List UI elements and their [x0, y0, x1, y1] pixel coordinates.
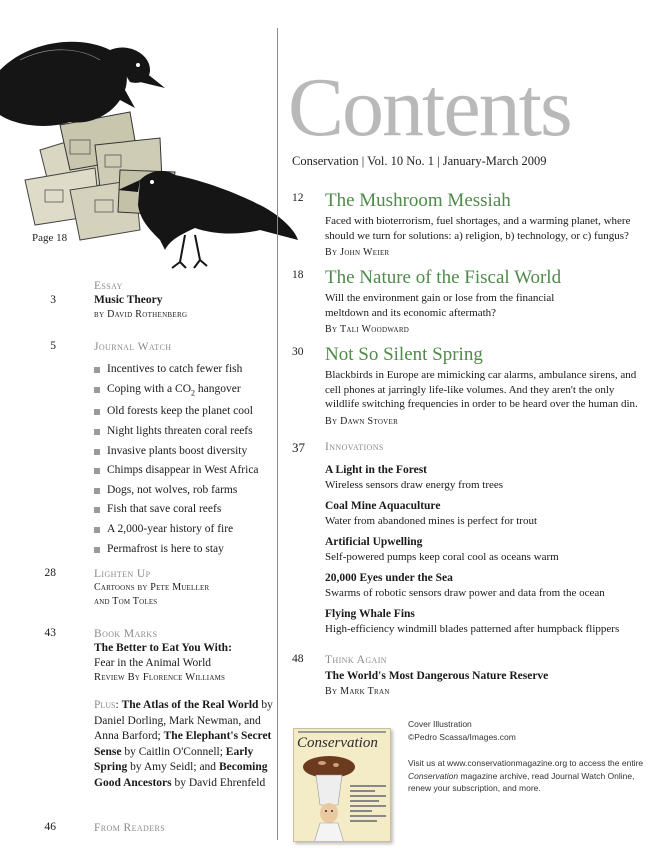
plus-book-3[interactable]: Early Spring: [94, 745, 254, 774]
journal-watch-heading: Journal Watch: [94, 341, 172, 353]
list-item[interactable]: Artificial Upwelling Self-powered pumps keep coral cool as oceans warm: [325, 536, 559, 563]
book-marks-subtitle: Fear in the Animal World: [94, 657, 212, 669]
essay-byline: by David Rothenberg: [94, 309, 188, 320]
bullet-icon: [94, 488, 100, 494]
essay-title[interactable]: Music Theory: [94, 294, 163, 306]
issue-line: Conservation | Vol. 10 No. 1 | January-March 2009: [292, 154, 547, 168]
plus-book-1[interactable]: The Atlas of the Real World: [121, 699, 259, 711]
plus-book-4[interactable]: Becoming Good Ancestors: [94, 761, 268, 789]
plus-book-2[interactable]: The Elephant's Secret Sense: [94, 730, 272, 758]
think-again-page-number: 48: [292, 653, 304, 665]
lighten-up-line-2: and Tom Toles: [94, 596, 158, 607]
list-item[interactable]: Night lights threaten coral reefs: [94, 422, 275, 442]
think-again-heading: Think Again: [325, 654, 387, 666]
magazine-name-italic: Conservation: [408, 770, 459, 781]
bullet-icon: [94, 449, 100, 455]
lighten-up-heading: Lighten Up: [94, 568, 151, 580]
bullet-icon: [94, 507, 100, 513]
list-item[interactable]: Flying Whale Fins High-efficiency windmill blades patterned after humpback flippers: [325, 608, 620, 635]
section-innovations[interactable]: [292, 440, 645, 636]
feature-page-number: 18: [292, 269, 304, 281]
illustration-page-ref: Page 18: [32, 232, 68, 244]
bullet-icon: [94, 429, 100, 435]
website-visit-note: Visit us at www.conservationmagazine.org to access the entire Conservation magazine archive, read Journal Watch Online, renew your subscription, and more.: [408, 758, 644, 793]
journal-watch-page-number: 5: [50, 340, 56, 352]
feature-description: Blackbirds in Europe are mimicking car alarms, ambulance sirens, and cell phones at jarringly life-like volumes. And they aren't the only wildlife switching frequencies in order to be heard over the human din.: [325, 369, 638, 410]
column-divider: [277, 28, 278, 840]
cover-credit-line-1: Cover Illustration: [408, 719, 472, 729]
list-item[interactable]: 20,000 Eyes under the Sea Swarms of robotic sensors draw power and data from the ocean: [325, 572, 605, 599]
feature-byline: By Dawn Stover: [325, 415, 399, 427]
innovations-heading: Innovations: [325, 441, 384, 453]
cover-credit: [408, 718, 643, 743]
bullet-icon: [94, 468, 100, 474]
list-item[interactable]: A 2,000-year history of fire: [94, 520, 275, 540]
bullet-icon: [94, 387, 100, 393]
essay-page-number: 3: [50, 294, 56, 306]
list-item[interactable]: Coal Mine Aquaculture Water from abandoned mines is perfect for trout: [325, 500, 538, 527]
bullet-icon: [94, 367, 100, 373]
feature-byline: By Tali Woodward: [325, 324, 410, 335]
feature-byline: By John Weier: [325, 247, 390, 258]
lighten-up-line-1: Cartoons by Pete Mueller: [94, 582, 210, 593]
section-lighten-up[interactable]: [44, 567, 275, 609]
book-marks-page-number: 43: [44, 627, 56, 639]
crow-top: [0, 42, 165, 126]
feature-title[interactable]: The Mushroom Messiah: [325, 190, 511, 211]
feature-mushroom-messiah[interactable]: [292, 190, 645, 259]
list-item[interactable]: Permafrost is here to stay: [94, 540, 275, 560]
feature-fiscal-world[interactable]: [292, 267, 645, 336]
lighten-up-page-number: 28: [44, 567, 56, 579]
feature-page-number: 30: [292, 346, 304, 358]
think-again-byline: By Mark Tran: [325, 686, 390, 697]
bullet-icon: [94, 547, 100, 553]
crow-bottom: [118, 171, 298, 268]
section-book-marks[interactable]: [44, 627, 275, 685]
cover-blurb-lines: [350, 785, 386, 825]
book-marks-title[interactable]: The Better to Eat You With:: [94, 642, 232, 654]
section-essay[interactable]: [50, 279, 275, 322]
journal-watch-list: [94, 360, 275, 559]
list-item[interactable]: Incentives to catch fewer fish: [94, 360, 275, 380]
feature-silent-spring[interactable]: [292, 344, 645, 428]
innovations-page-number: 37: [292, 440, 305, 455]
book-marks-heading: Book Marks: [94, 628, 158, 640]
feature-title[interactable]: The Nature of the Fiscal World: [325, 267, 562, 288]
think-again-title[interactable]: The World's Most Dangerous Nature Reserve: [325, 670, 549, 682]
list-item[interactable]: Invasive plants boost diversity: [94, 442, 275, 462]
list-item[interactable]: Dogs, not wolves, rob farms: [94, 481, 275, 501]
plus-books-paragraph: Plus: The Atlas of the Real World by Daniel Dorling, Mark Newman, and Anna Barford; The Elephant's Secret Sense by Caitlin O'Connell; Early Spring by Amy Seidl; and Becoming Good Ancestors by David Ehrenfeld: [94, 699, 273, 789]
feature-page-number: 12: [292, 192, 304, 204]
list-item[interactable]: Chimps disappear in West Africa: [94, 461, 275, 481]
list-item[interactable]: Coping with a $CO_2$ hangover: [94, 380, 275, 403]
list-item[interactable]: Old forests keep the planet cool: [94, 402, 275, 422]
feature-description: Faced with bioterrorism, fuel shortages, and a warming planet, where should we turn for solutions: a) religion, b) technology, or c) fungus?: [325, 215, 631, 242]
book-marks-review: Review By Florence Williams: [94, 672, 226, 683]
list-item[interactable]: Fish that save coral reefs: [94, 500, 275, 520]
plus-label: Plus: [94, 699, 116, 711]
bullet-icon: [94, 527, 100, 533]
magazine-cover-thumbnail[interactable]: [293, 728, 391, 842]
cover-credit-line-2: ©Pedro Scassa/Images.com: [408, 731, 516, 742]
page-title: Contents: [288, 61, 571, 154]
cover-top-rule: [298, 731, 386, 733]
from-readers-heading: From Readers: [94, 822, 166, 834]
section-journal-watch[interactable]: [50, 340, 275, 559]
feature-title[interactable]: Not So Silent Spring: [325, 344, 483, 365]
section-from-readers[interactable]: [44, 821, 275, 835]
cover-masthead: Conservation: [297, 735, 378, 751]
from-readers-page-number: 46: [44, 821, 56, 833]
bullet-icon: [94, 409, 100, 415]
section-think-again[interactable]: [292, 653, 645, 698]
feature-description: Will the environment gain or lose from the financial meltdown and its economic aftermath?: [325, 292, 555, 319]
cover-mushroom-figure: [302, 755, 357, 842]
essay-heading: Essay: [94, 280, 123, 292]
list-item[interactable]: A Light in the Forest Wireless sensors draw energy from trees: [325, 464, 504, 491]
